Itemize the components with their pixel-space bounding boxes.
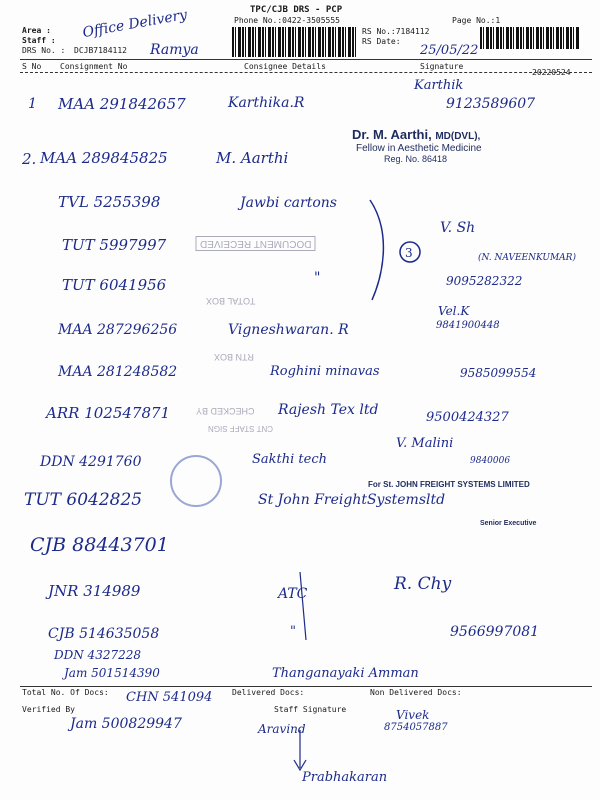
entry-consignment: MAA 287296256 (58, 322, 178, 338)
staff-signature-2: Vivek (396, 708, 430, 722)
svg-text:3: 3 (405, 246, 413, 260)
total-docs-label: Total No. Of Docs: (22, 688, 109, 697)
entry-consignee: " (290, 624, 296, 639)
verified-by-handwriting: Jam 500829947 (70, 716, 182, 732)
bg-stamp: CHECKED BY (196, 406, 255, 416)
column-consignee: Consignee Details (244, 62, 326, 71)
total-docs-handwriting: CHN 541094 (126, 690, 213, 705)
area-label: Area : (22, 26, 51, 35)
entry-consignment: CJB 514635058 (48, 626, 160, 642)
entry-signature: Vel.K (438, 304, 470, 318)
entry-phone: 9500424327 (426, 410, 509, 425)
entry-consignee: Sakthi tech (252, 452, 327, 467)
entry-consignment: ARR 102547871 (46, 404, 171, 422)
entry-consignment: TUT 5997997 (62, 236, 167, 254)
entry-consignment: TUT 6041956 (62, 276, 167, 294)
entry-consignment: CJB 88443701 (30, 534, 169, 556)
date-code: 20220524 (532, 68, 571, 77)
bg-stamp: TOTAL BOX (206, 296, 256, 306)
doctor-stamp-name: Dr. M. Aarthi, MD(DVL), (352, 127, 481, 142)
column-sno: S No (22, 62, 42, 71)
entry-consignment: DDN 4327228 (54, 648, 141, 662)
delivered-docs-label: Delivered Docs: (232, 688, 305, 697)
drs-label: DRS No. : (22, 46, 66, 55)
entry-consignment: DDN 4291760 (40, 454, 142, 470)
entry-signature: Karthik (414, 78, 464, 93)
entry-sno: 2. (22, 150, 37, 168)
entry-consignee: ATC (278, 586, 308, 602)
rs-number: RS No.:7184112 (362, 27, 430, 36)
document-title: TPC/CJB DRS - PCP (250, 5, 343, 15)
phone-number: Phone No.:0422-3505555 (234, 16, 340, 25)
column-consignment: Consignment No (60, 62, 128, 71)
entry-phone: 9123589607 (446, 96, 536, 112)
entry-consignee: " (314, 270, 321, 286)
entry-consignee: Karthika.R (228, 95, 305, 111)
rs-date-label: RS Date: (362, 37, 401, 46)
page-number: Page No.:1 (452, 16, 501, 25)
entry-phone: 9566997081 (450, 624, 540, 640)
column-signature: Signature (420, 62, 464, 71)
entry-consignment: Jam 501514390 (64, 666, 160, 680)
entry-consignee: Roghini minavas (270, 364, 380, 379)
entry-consignment: MAA 291842657 (58, 95, 186, 113)
company-stamp: For St. JOHN FREIGHT SYSTEMS LIMITED (368, 480, 530, 489)
verified-by-label: Verified By (22, 705, 75, 714)
entry-consignment: TVL 5255398 (58, 193, 161, 211)
doctor-stamp-fellow: Fellow in Aesthetic Medicine (356, 143, 482, 154)
entry-signature: V. Malini (396, 436, 454, 451)
entry-consignee: M. Aarthi (216, 149, 289, 167)
entry-consignment: MAA 281248582 (58, 364, 178, 380)
entry-consignee: Jawbi cartons (240, 195, 337, 211)
entry-consignment: MAA 289845825 (40, 149, 168, 167)
entry-phone: (N. NAVEENKUMAR) (478, 253, 576, 263)
staff-handwriting: Ramya (150, 42, 199, 58)
staff-signature-1: Aravind (258, 722, 306, 736)
staff-signature-label: Staff Signature (274, 705, 347, 714)
entry-consignee: St John FreightSystemsltd (258, 492, 446, 508)
entry-sno: 1 (28, 96, 37, 112)
entry-consignment: JNR 314989 (48, 582, 141, 600)
staff-label: Staff : (22, 36, 56, 45)
doctor-stamp-reg: Reg. No. 86418 (384, 154, 448, 164)
entry-consignee: Vigneshwaran. R (228, 322, 349, 338)
entry-consignee: Rajesh Tex ltd (278, 402, 379, 418)
bg-stamp: RTN BOX (214, 352, 254, 362)
bg-stamp: CNT STAFF SIGN (208, 424, 274, 433)
company-stamp-role: Senior Executive (480, 520, 537, 527)
entry-phone: 9841900448 (436, 320, 500, 331)
entry-phone: 9095282322 (446, 274, 523, 288)
rs-date-handwriting: 25/05/22 (420, 43, 479, 58)
staff-name-handwriting: Prabhakaran (302, 770, 388, 785)
staff-signature-2-phone: 8754057887 (384, 722, 448, 733)
entry-signature: V. Sh (440, 220, 476, 236)
drs-number: DCJB7184112 (74, 46, 127, 55)
entry-consignment: TUT 6042825 (24, 490, 143, 510)
area-handwriting: Office Delivery (81, 6, 189, 42)
non-delivered-docs-label: Non Delivered Docs: (370, 688, 462, 697)
entry-signature: R. Chy (394, 574, 452, 594)
entry-phone: 9585099554 (460, 366, 537, 380)
entry-phone: 9840006 (470, 456, 511, 466)
bg-stamp: DOCUMENT RECEIVED (196, 236, 316, 251)
entry-consignee: Thanganayaki Amman (272, 666, 419, 681)
